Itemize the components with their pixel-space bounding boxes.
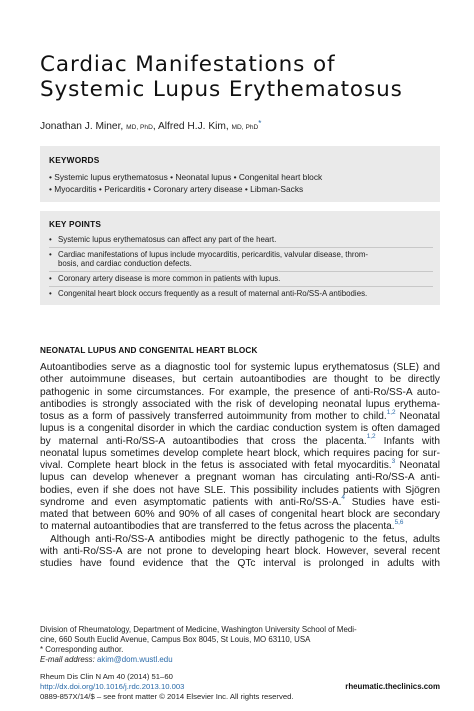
keywords-heading: KEYWORDS [49, 155, 100, 165]
paragraph-line [40, 457, 441, 472]
author-degree: MD, PhD [231, 124, 259, 131]
line-text: Studies have esti- [344, 496, 440, 508]
line-text: mated that between 60% and 90% of all cases of congenital heart block are secondary [40, 509, 440, 520]
corresponding-author-note: * Corresponding author. [40, 645, 124, 654]
author-list [40, 121, 261, 132]
article-title [40, 52, 460, 102]
affiliation-line: cine, 660 South Euclid Avenue, Campus Box 8045, St Louis, MO 63110, USA [40, 635, 311, 644]
issn-line: 0889-857X/14/$ – see front matter © 2014 Elsevier Inc. All rights reserved. [40, 692, 294, 701]
paragraph-line [40, 433, 441, 448]
author-degree: MD, PhD [126, 124, 153, 131]
line-text: neonatal lupus sometimes develop complete heart block, which requires pacing for sur- [40, 447, 440, 459]
email-link[interactable]: akim@dom.wustl.edu [97, 655, 173, 664]
email-line [40, 655, 440, 665]
bullet-mark: • [49, 289, 52, 299]
key-points-heading: KEY POINTS [49, 219, 102, 229]
line-text: lupus is a congenital disorder in which the cardiac conduction system is often damaged [40, 423, 440, 435]
key-point-text: Systemic lupus erythematosus can affect any part of the heart. [58, 235, 277, 244]
author-name: , Alfred H.J. Kim, [152, 121, 229, 132]
line-text: Neonatal [395, 411, 440, 422]
key-points-box [40, 211, 440, 305]
line-text: pathogenic in some circumstances. For example, the presence of anti-Ro/SS-A auto- [40, 386, 440, 398]
key-points-list [49, 235, 433, 303]
paragraph-line [40, 362, 440, 374]
key-point-text: Cardiac manifestations of lupus include myocarditis, pericarditis, valvular disease, throm- [58, 249, 369, 259]
bullet-mark: • [49, 274, 52, 284]
bullet-mark: • [49, 235, 52, 244]
journal-citation: Rheum Dis Clin N Am 40 (2014) 51–60 [40, 672, 173, 681]
line-text: Infants with [375, 435, 441, 447]
paragraph-line [40, 448, 440, 460]
paragraph-line [40, 509, 440, 521]
keywords-line: • Systemic lupus erythematosus • Neonatal lupus • Congenital heart block [49, 172, 323, 182]
paragraph-line [40, 534, 440, 546]
citation-reference[interactable]: 1,2 [366, 433, 376, 441]
paragraph-line [40, 387, 440, 399]
journal-website[interactable]: rheumatic.theclinics.com [345, 682, 440, 691]
title-line-2: Systemic Lupus Erythematosus [40, 77, 403, 102]
line-text: other autoimmune diseases, but certain autoantibodies are thought to be directly [40, 374, 440, 386]
email-label: E-mail address: [40, 655, 95, 664]
key-point-text: Coronary artery disease is more common in patients with lupus. [58, 274, 281, 284]
key-point-item [49, 289, 433, 301]
paragraph-line [40, 423, 440, 435]
citation-reference[interactable]: 1,2 [386, 408, 396, 416]
citation-reference[interactable]: 5,6 [394, 518, 404, 526]
title-line-1: Cardiac Manifestations of [40, 52, 336, 77]
line-text: studies have found evidence that the QTc interval is prolonged in adults with [40, 558, 440, 569]
doi-link[interactable]: http://dx.doi.org/10.1016/j.rdc.2013.10.003 [40, 682, 185, 691]
keywords-box [40, 146, 440, 202]
line-text: bodies, even if she does not have SLE. This possibility includes patients with Sjögren [40, 484, 440, 496]
paragraph-line [40, 494, 440, 509]
line-text: to maternal autoantibodies that are transferred to the fetus across the placenta. [40, 521, 395, 533]
bullet-mark: • [49, 249, 52, 259]
paragraph-line [40, 485, 440, 497]
citation-reference[interactable]: 3 [391, 457, 396, 465]
line-text: with anti-Ro/SS-A are not prone to developing heart block. However, several recent [40, 545, 440, 557]
affiliation-footnote [40, 625, 440, 665]
section-heading: NEONATAL LUPUS AND CONGENITAL HEART BLOCK [40, 346, 258, 355]
author-name: Jonathan J. Miner, [40, 121, 124, 132]
key-point-text: bosis, and cardiac conduction defects. [58, 259, 192, 269]
line-text: vival. Complete heart block in the fetus is associated with fetal myocarditis. [40, 460, 392, 471]
corresponding-author-mark[interactable]: * [258, 119, 262, 128]
line-text: Although anti-Ro/SS-A antibodies might be directly pathogenic to the fetus, adults [50, 533, 440, 545]
paragraph-line [40, 472, 440, 484]
paragraph-line [40, 399, 440, 411]
affiliation-line: Division of Rheumatology, Department of Medicine, Washington University School of Medi- [40, 625, 357, 634]
paragraph-line [40, 546, 440, 558]
line-text: tosus as a form of passively transferred autoimmunity from mother to child. [40, 411, 387, 422]
key-point-item [49, 250, 433, 272]
key-point-item [49, 235, 433, 248]
line-text: lupus can develop whenever a pregnant woman has circulating anti-Ro/SS-A anti- [40, 472, 440, 484]
key-point-item [49, 274, 433, 287]
line-text: Neonatal [395, 460, 441, 471]
line-text: antibodies is strongly associated with the risk of developing neonatal lupus erythema- [40, 398, 440, 410]
paragraph-line [40, 558, 440, 570]
line-text: Autoantibodies serve as a diagnostic tool for systemic lupus erythematosus (SLE) and [40, 362, 440, 373]
paragraph-line [40, 374, 440, 386]
paragraph-line [40, 518, 440, 533]
paragraph-line [40, 408, 440, 423]
citation-reference[interactable]: 4 [341, 494, 345, 502]
body-text [40, 362, 440, 570]
keywords-line: • Myocarditis • Pericarditis • Coronary artery disease • Libman-Sacks [49, 184, 304, 194]
line-text: syndrome and even asymptomatic patients with anti-Ro/SS-A. [40, 496, 342, 508]
line-text: by maternal anti-Ro/SS-A autoantibodies that cross the placenta. [40, 435, 367, 447]
key-point-text: Congenital heart block occurs frequently as a result of maternal anti-Ro/SS-A antibodies. [58, 289, 368, 299]
